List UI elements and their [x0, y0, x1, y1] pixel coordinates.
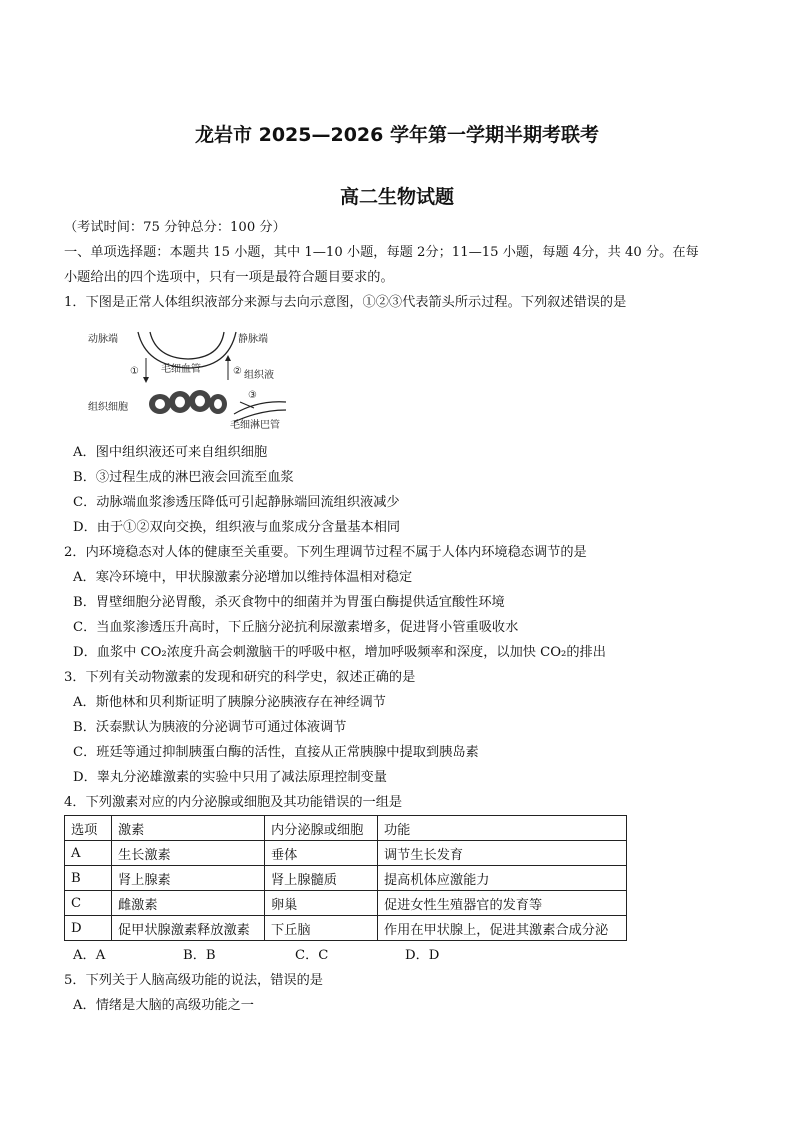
label-tissue-cells: 组织细胞 [88, 402, 128, 413]
exam-info: （考试时间：75 分钟总分：100 分） [64, 220, 286, 235]
tissue-fluid-diagram [88, 328, 288, 434]
table-cell: 垂体 [265, 841, 378, 866]
table-cell: D [65, 916, 112, 941]
exam-subtitle: 高二生物试题 [339, 186, 454, 208]
hormone-table [64, 815, 627, 941]
table-cell: 促甲状腺激素释放激素 [112, 916, 265, 941]
table-cell: 卵巢 [265, 891, 378, 916]
q4-answer-c: C．C [295, 948, 329, 963]
table-header-cell: 功能 [378, 816, 627, 841]
table-cell: 作用在甲状腺上，促进其激素合成分泌 [378, 916, 627, 941]
table-cell: 肾上腺素 [112, 866, 265, 891]
q1-option-a: A．图中组织液还可来自组织细胞 [73, 445, 268, 460]
question-4-stem: 4．下列激素对应的内分泌腺或细胞及其功能错误的一组是 [64, 795, 403, 810]
table-row [65, 841, 627, 866]
table-header-row [65, 816, 627, 841]
capillary-outer-wall [138, 332, 236, 368]
q4-answer-b: B．B [183, 948, 216, 963]
capillary-inner-wall [150, 332, 224, 359]
question-2-stem: 2．内环境稳态对人体的健康至关重要。下列生理调节过程不属于人体内环境稳态调节的是 [64, 545, 587, 560]
table-cell: 生长激素 [112, 841, 265, 866]
table-cell: C [65, 891, 112, 916]
q3-option-d: D．睾丸分泌雄激素的实验中只用了减法原理控制变量 [73, 770, 387, 785]
q2-option-a: A．寒冷环境中，甲状腺激素分泌增加以维持体温相对稳定 [73, 570, 413, 585]
table-row [65, 866, 627, 891]
q2-option-b: B．胃壁细胞分泌胃酸，杀灭食物中的细菌并为胃蛋白酶提供适宜酸性环境 [73, 595, 505, 610]
section-intro-line-1: 一、单项选择题：本题共 15 小题，其中 1—10 小题，每题 2分；11—15 小题，每题 4分，共 40 分。在每 [64, 245, 699, 260]
table-cell: 雌激素 [112, 891, 265, 916]
table-row [65, 891, 627, 916]
q1-option-d: D．由于①②双向交换，组织液与血浆成分含量基本相同 [73, 520, 401, 535]
label-process-3: ③ [248, 390, 257, 401]
table-cell: 提高机体应激能力 [378, 866, 627, 891]
table-cell: 调节生长发育 [378, 841, 627, 866]
q4-answer-options [73, 947, 439, 965]
table-cell: 肾上腺髓质 [265, 866, 378, 891]
label-artery-end: 动脉端 [88, 334, 118, 345]
q3-option-a: A．斯他林和贝利斯证明了胰腺分泌胰液存在神经调节 [73, 695, 386, 710]
lymph-capillary-upper [234, 402, 286, 414]
question-1-stem: 1．下图是正常人体组织液部分来源与去向示意图，①②③代表箭头所示过程。下列叙述错误的是 [64, 295, 627, 310]
q3-option-c: C．班廷等通过抑制胰蛋白酶的活性，直接从正常胰腺中提取到胰岛素 [73, 745, 479, 760]
label-lymph-capillary: 毛细淋巴管 [230, 420, 280, 431]
section-intro-line-2: 小题给出的四个选项中，只有一项是最符合题目要求的。 [64, 270, 394, 285]
table-header-cell: 内分泌腺或细胞 [265, 816, 378, 841]
label-process-2: ② [233, 366, 242, 377]
table-cell: 下丘脑 [265, 916, 378, 941]
arrow-2-head [225, 355, 231, 361]
table-header-cell: 激素 [112, 816, 265, 841]
question-5-stem: 5．下列关于人脑高级功能的说法，错误的是 [64, 973, 323, 988]
q1-option-b: B．③过程生成的淋巴液会回流至血浆 [73, 470, 294, 485]
q4-answer-d: D．D [405, 948, 440, 963]
label-capillary: 毛细血管 [161, 364, 201, 375]
tissue-cells [149, 390, 227, 414]
q5-option-a: A．情绪是大脑的高级功能之一 [73, 998, 254, 1013]
table-cell: A [65, 841, 112, 866]
q4-answer-a: A．A [73, 948, 106, 963]
q3-option-b: B．沃泰默认为胰液的分泌调节可通过体液调节 [73, 720, 347, 735]
table-cell: 促进女性生殖器官的发育等 [378, 891, 627, 916]
q2-option-d: D．血浆中 CO₂浓度升高会刺激脑干的呼吸中枢，增加呼吸频率和深度，以加快 CO₂的排出 [73, 645, 606, 660]
q1-option-c: C．动脉端血浆渗透压降低可引起静脉端回流组织液减少 [73, 495, 400, 510]
arrow-1-head [143, 377, 149, 383]
question-3-stem: 3．下列有关动物激素的发现和研究的科学史，叙述正确的是 [64, 670, 416, 685]
table-row [65, 916, 627, 941]
exam-title: 龙岩市 2025—2026 学年第一学期半期考联考 [195, 124, 599, 146]
label-process-1: ① [130, 366, 139, 377]
label-tissue-fluid: 组织液 [244, 370, 274, 381]
table-header-cell: 选项 [65, 816, 112, 841]
label-vein-end: 静脉端 [238, 334, 268, 345]
table-cell: B [65, 866, 112, 891]
q2-option-c: C．当血浆渗透压升高时，下丘脑分泌抗利尿激素增多，促进肾小管重吸收水 [73, 620, 519, 635]
